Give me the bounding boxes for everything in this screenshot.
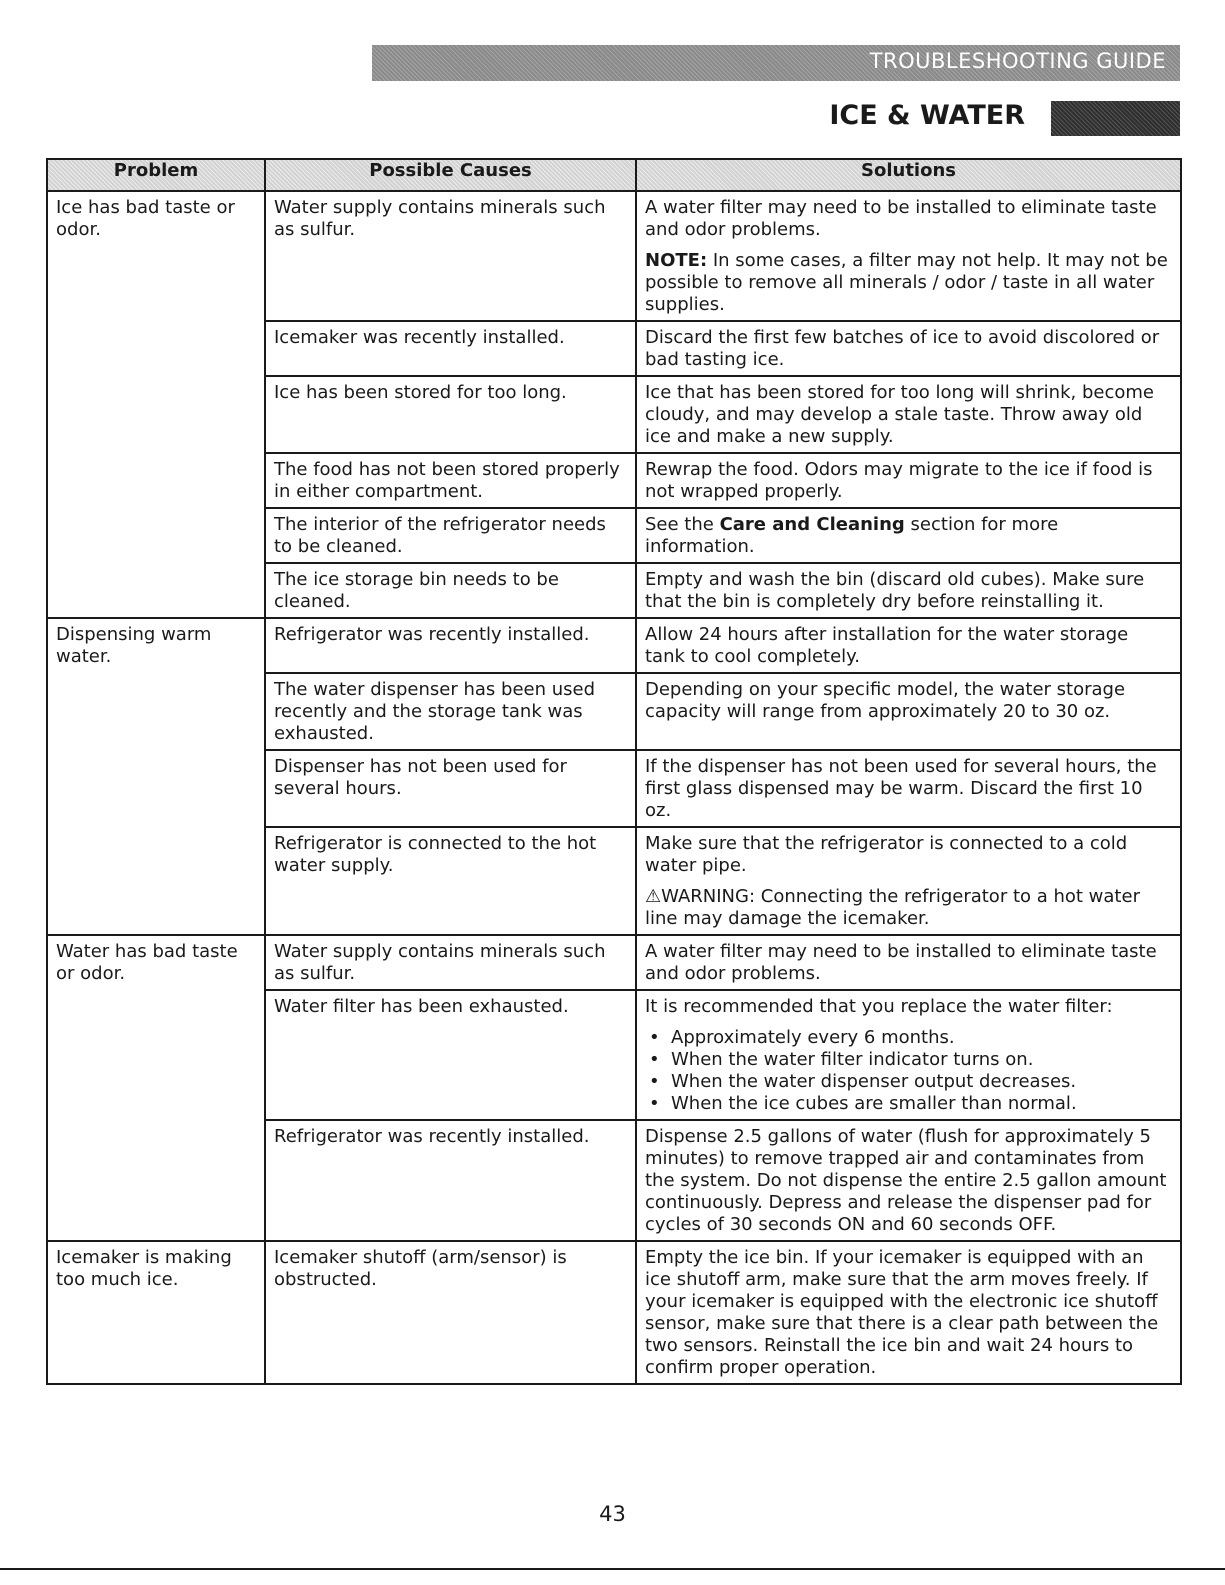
problem-cell: Ice has bad taste or odor. [47, 191, 265, 618]
solution-cell: Empty and wash the bin (discard old cubes). Make sure that the bin is completely dry before reinstalling it. [636, 563, 1181, 618]
cause-cell: Refrigerator was recently installed. [265, 1120, 636, 1241]
solution-cell: Discard the first few batches of ice to avoid discolored or bad tasting ice. [636, 321, 1181, 376]
solution-cell [636, 990, 1181, 1120]
solution-cell [636, 827, 1181, 935]
cause-cell: The interior of the refrigerator needs to be cleaned. [265, 508, 636, 563]
problem-cell: Water has bad taste or odor. [47, 935, 265, 1241]
solution-text-post: section for more information. [645, 514, 1059, 557]
troubleshooting-banner [372, 45, 1180, 81]
header-possible-causes: Possible Causes [265, 159, 636, 191]
banner-title: TROUBLESHOOTING GUIDE [869, 49, 1166, 73]
solution-text: Make sure that the refrigerator is connected to a cold water pipe. [645, 833, 1128, 876]
cause-cell: Icemaker shutoff (arm/sensor) is obstructed. [265, 1241, 636, 1384]
cause-cell: The food has not been stored properly in either compartment. [265, 453, 636, 508]
cause-cell: The ice storage bin needs to be cleaned. [265, 563, 636, 618]
cause-cell: The water dispenser has been used recently and the storage tank was exhausted. [265, 673, 636, 750]
table-header-row [47, 159, 1181, 191]
section-marker-block [1051, 101, 1180, 136]
cause-cell: Refrigerator is connected to the hot water supply. [265, 827, 636, 935]
cause-cell: Icemaker was recently installed. [265, 321, 636, 376]
cause-cell: Water supply contains minerals such as sulfur. [265, 191, 636, 321]
solution-text: It is recommended that you replace the water filter: [645, 996, 1113, 1017]
bottom-rule [0, 1568, 1225, 1570]
note-label: NOTE: [645, 250, 708, 271]
solution-cell: Allow 24 hours after installation for the water storage tank to cool completely. [636, 618, 1181, 673]
warning-text: Connecting the refrigerator to a hot water line may damage the icemaker. [645, 886, 1140, 929]
list-item: • When the water dispenser output decreases. [645, 1071, 1172, 1093]
warning-icon: ⚠ [645, 886, 662, 907]
problem-cell: Icemaker is making too much ice. [47, 1241, 265, 1384]
table-row [47, 618, 1181, 673]
cause-cell: Water filter has been exhausted. [265, 990, 636, 1120]
solution-cell: If the dispenser has not been used for several hours, the first glass dispensed may be warm. Discard the first 10 oz. [636, 750, 1181, 827]
solution-cell: Ice that has been stored for too long will shrink, become cloudy, and may develop a stale taste. Throw away old ice and make a new supply. [636, 376, 1181, 453]
solution-note [645, 250, 1172, 316]
cause-cell: Ice has been stored for too long. [265, 376, 636, 453]
table-row [47, 935, 1181, 990]
list-item: • When the ice cubes are smaller than normal. [645, 1093, 1172, 1115]
list-item: • When the water filter indicator turns on. [645, 1049, 1172, 1071]
list-item: • Approximately every 6 months. [645, 1027, 1172, 1049]
care-and-cleaning-reference: Care and Cleaning [719, 514, 905, 535]
header-problem: Problem [47, 159, 265, 191]
solution-cell: Rewrap the food. Odors may migrate to the ice if food is not wrapped properly. [636, 453, 1181, 508]
solution-cell [636, 191, 1181, 321]
cause-cell: Dispenser has not been used for several hours. [265, 750, 636, 827]
solution-text: A water filter may need to be installed to eliminate taste and odor problems. [645, 197, 1157, 240]
solution-cell [636, 508, 1181, 563]
solution-cell: Empty the ice bin. If your icemaker is equipped with an ice shutoff arm, make sure that the arm moves freely. If your icemaker is equipped with the electronic ice shutoff sensor, make sure that there is a clear path between the two sensors. Reinstall the ice bin and wait 24 hours to confirm proper operation. [636, 1241, 1181, 1384]
filter-replacement-list [645, 1027, 1172, 1115]
page-number: 43 [599, 1502, 626, 1526]
table-row [47, 191, 1181, 321]
cause-cell: Water supply contains minerals such as sulfur. [265, 935, 636, 990]
table-row [47, 1241, 1181, 1384]
header-solutions: Solutions [636, 159, 1181, 191]
section-title: ICE & WATER [829, 100, 1025, 131]
problem-cell: Dispensing warm water. [47, 618, 265, 935]
warning-label: WARNING: [661, 886, 756, 907]
solution-warning [645, 886, 1172, 930]
solution-text-pre: See the [645, 514, 720, 535]
cause-cell: Refrigerator was recently installed. [265, 618, 636, 673]
solution-cell: Dispense 2.5 gallons of water (flush for approximately 5 minutes) to remove trapped air and contaminates from the system. Do not dispense the entire 2.5 gallon amount continuously. Depress and release the dispenser pad for cycles of 30 seconds ON and 60 seconds OFF. [636, 1120, 1181, 1241]
solution-cell: Depending on your specific model, the water storage capacity will range from approximately 20 to 30 oz. [636, 673, 1181, 750]
note-text: In some cases, a filter may not help. It may not be possible to remove all minerals / odor / taste in all water supplies. [645, 250, 1168, 315]
solution-cell: A water filter may need to be installed to eliminate taste and odor problems. [636, 935, 1181, 990]
troubleshooting-table [46, 158, 1182, 1385]
